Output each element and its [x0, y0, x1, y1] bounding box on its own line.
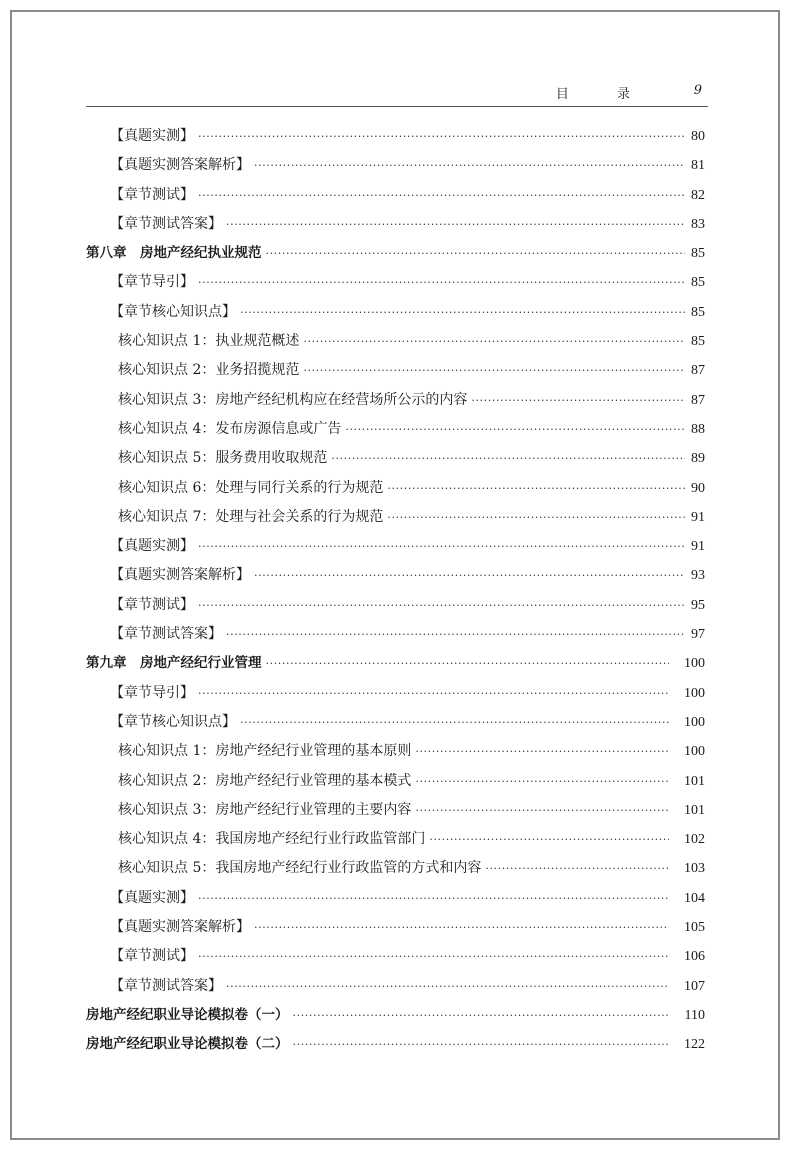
dot-leader [485, 854, 669, 883]
toc-entry-title: 【章节核心知识点】 [110, 303, 236, 320]
toc-entry-title: 核心知识点 5：服务费用收取规范 [118, 450, 328, 467]
toc-section-entry[interactable] [86, 591, 705, 620]
toc-entry-title: 核心知识点 7：处理与社会关系的行为规范 [118, 508, 384, 525]
toc-entry-title: 【真题实测答案解析】 [110, 567, 250, 584]
toc-chapter-entry[interactable] [86, 1030, 705, 1059]
dot-leader [198, 122, 685, 151]
toc-entry-page-number: 105 [684, 920, 705, 936]
toc-entry-title: 房地产经纪职业导论模拟卷（一） [86, 1006, 289, 1023]
toc-subsection-entry[interactable] [86, 327, 705, 356]
toc-entry-page-number: 101 [684, 802, 705, 818]
toc-entry-page-number: 87 [691, 363, 705, 379]
toc-entry-page-number: 95 [691, 597, 705, 613]
toc-section-entry[interactable] [86, 972, 705, 1001]
toc-entry-title: 【章节测试】 [110, 186, 194, 203]
toc-entry-title: 第九章 房地产经纪行业管理 [86, 655, 262, 672]
toc-entry-title: 【章节测试】 [110, 948, 194, 965]
toc-section-entry[interactable] [86, 181, 705, 210]
toc-entry-page-number: 104 [684, 890, 705, 906]
dot-leader [415, 796, 669, 825]
toc-entry-title: 【章节导引】 [110, 274, 194, 291]
toc-subsection-entry[interactable] [86, 415, 705, 444]
toc-section-entry[interactable] [86, 122, 705, 151]
toc-entry-page-number: 85 [691, 334, 705, 350]
toc-entry-title: 【真题实测】 [110, 889, 194, 906]
toc-entry-page-number: 102 [684, 832, 705, 848]
toc-entry-page-number: 100 [684, 685, 705, 701]
dot-leader [266, 649, 670, 678]
dot-leader [198, 532, 685, 561]
toc-entry-title: 核心知识点 3：房地产经纪行业管理的主要内容 [118, 801, 412, 818]
toc-entry-page-number: 91 [691, 539, 705, 555]
toc-entry-page-number: 85 [691, 246, 705, 262]
header-title: 目 录 [555, 87, 652, 102]
dot-leader [415, 767, 669, 796]
toc-section-entry[interactable] [86, 679, 705, 708]
toc-entry-title: 核心知识点 4：我国房地产经纪行业行政监管部门 [118, 831, 426, 848]
toc-subsection-entry[interactable] [86, 825, 705, 854]
dot-leader [331, 444, 685, 473]
dot-leader [198, 268, 685, 297]
toc-entry-page-number: 85 [691, 304, 705, 320]
toc-section-entry[interactable] [86, 561, 705, 590]
dot-leader [226, 972, 669, 1001]
toc-entry-title: 第八章 房地产经纪执业规范 [86, 245, 262, 262]
toc-entry-title: 核心知识点 2：房地产经纪行业管理的基本模式 [118, 772, 412, 789]
toc-subsection-entry[interactable] [86, 503, 705, 532]
toc-subsection-entry[interactable] [86, 356, 705, 385]
toc-entry-page-number: 88 [691, 421, 705, 437]
toc-entry-page-number: 90 [691, 480, 705, 496]
dot-leader [415, 737, 669, 766]
dot-leader [293, 1030, 670, 1059]
dot-leader [226, 210, 685, 239]
toc-section-entry[interactable] [86, 620, 705, 649]
dot-leader [429, 825, 669, 854]
toc-entry-page-number: 87 [691, 392, 705, 408]
toc-entry-title: 【章节测试答案】 [110, 626, 222, 643]
dot-leader [254, 561, 685, 590]
toc-section-entry[interactable] [86, 884, 705, 913]
toc-entry-page-number: 100 [684, 744, 705, 760]
toc-section-entry[interactable] [86, 913, 705, 942]
dot-leader [198, 679, 669, 708]
dot-leader [303, 356, 685, 385]
toc-entry-title: 【真题实测】 [110, 128, 194, 144]
dot-leader [254, 151, 685, 180]
toc-entry-page-number: 80 [691, 129, 705, 144]
dot-leader [387, 503, 685, 532]
toc-entry-title: 核心知识点 2：业务招揽规范 [118, 362, 300, 379]
toc-entry-page-number: 106 [684, 949, 705, 965]
toc-entry-page-number: 103 [684, 861, 705, 877]
toc-subsection-entry[interactable] [86, 737, 705, 766]
toc-section-entry[interactable] [86, 210, 705, 239]
dot-leader [240, 708, 669, 737]
dot-leader [345, 415, 685, 444]
toc-subsection-entry[interactable] [86, 474, 705, 503]
toc-entry-title: 【真题实测答案解析】 [110, 157, 250, 174]
toc-entry-title: 房地产经纪职业导论模拟卷（二） [86, 1036, 289, 1053]
toc-section-entry[interactable] [86, 708, 705, 737]
toc-subsection-entry[interactable] [86, 444, 705, 473]
toc-entry-page-number: 85 [691, 275, 705, 291]
toc-section-entry[interactable] [86, 532, 705, 561]
toc-entry-title: 【章节测试】 [110, 596, 194, 613]
toc-entry-page-number: 110 [684, 1007, 705, 1023]
toc-section-entry[interactable] [86, 298, 705, 327]
toc-entry-page-number: 122 [684, 1037, 705, 1053]
toc-entry-title: 【章节核心知识点】 [110, 713, 236, 730]
toc-entry-title: 核心知识点 3：房地产经纪机构应在经营场所公示的内容 [118, 391, 468, 408]
dot-leader [387, 474, 685, 503]
toc-subsection-entry[interactable] [86, 796, 705, 825]
dot-leader [303, 327, 685, 356]
toc-entry-page-number: 97 [691, 627, 705, 643]
toc-entry-title: 【真题实测】 [110, 538, 194, 555]
header-page-number: 9 [693, 83, 702, 98]
toc-entry-title: 核心知识点 1：房地产经纪行业管理的基本原则 [118, 743, 412, 760]
toc-entry-page-number: 91 [691, 509, 705, 525]
dot-leader [254, 913, 669, 942]
dot-leader [198, 591, 685, 620]
toc-section-entry[interactable] [86, 942, 705, 971]
toc-subsection-entry[interactable] [86, 767, 705, 796]
toc-entry-page-number: 93 [691, 568, 705, 584]
toc-entry-page-number: 101 [684, 773, 705, 789]
toc-entry-page-number: 89 [691, 451, 705, 467]
dot-leader [198, 942, 669, 971]
toc-chapter-entry[interactable] [86, 239, 705, 268]
toc-chapter-entry[interactable] [86, 649, 705, 678]
toc-subsection-entry[interactable] [86, 854, 705, 883]
toc-entry-title: 核心知识点 5：我国房地产经纪行业行政监管的方式和内容 [118, 860, 482, 877]
dot-leader [471, 386, 685, 415]
dot-leader [240, 298, 685, 327]
toc-entry-page-number: 100 [684, 714, 705, 730]
toc-entry-title: 核心知识点 1：执业规范概述 [118, 333, 300, 350]
toc-chapter-entry[interactable] [86, 1001, 705, 1030]
dot-leader [198, 181, 685, 210]
toc-section-entry[interactable] [86, 268, 705, 297]
dot-leader [226, 620, 685, 649]
toc-entry-title: 【章节测试答案】 [110, 215, 222, 232]
dot-leader [266, 239, 686, 268]
toc-entry-title: 核心知识点 4：发布房源信息或广告 [118, 420, 342, 437]
toc-entry-page-number: 82 [691, 187, 705, 203]
toc-subsection-entry[interactable] [86, 386, 705, 415]
dot-leader [198, 884, 669, 913]
running-header [86, 80, 708, 107]
toc-entry-title: 【章节导引】 [110, 684, 194, 701]
toc-entry-page-number: 100 [684, 656, 705, 672]
toc-section-entry[interactable] [86, 151, 705, 180]
toc-entry-title: 【真题实测答案解析】 [110, 919, 250, 936]
toc-entry-title: 【章节测试答案】 [110, 977, 222, 994]
dot-leader [293, 1001, 670, 1030]
toc-entry-title: 核心知识点 6：处理与同行关系的行为规范 [118, 479, 384, 496]
toc-entry-page-number: 81 [691, 158, 705, 174]
table-of-contents [86, 122, 705, 1060]
toc-entry-page-number: 83 [691, 216, 705, 232]
toc-entry-page-number: 107 [684, 978, 705, 994]
